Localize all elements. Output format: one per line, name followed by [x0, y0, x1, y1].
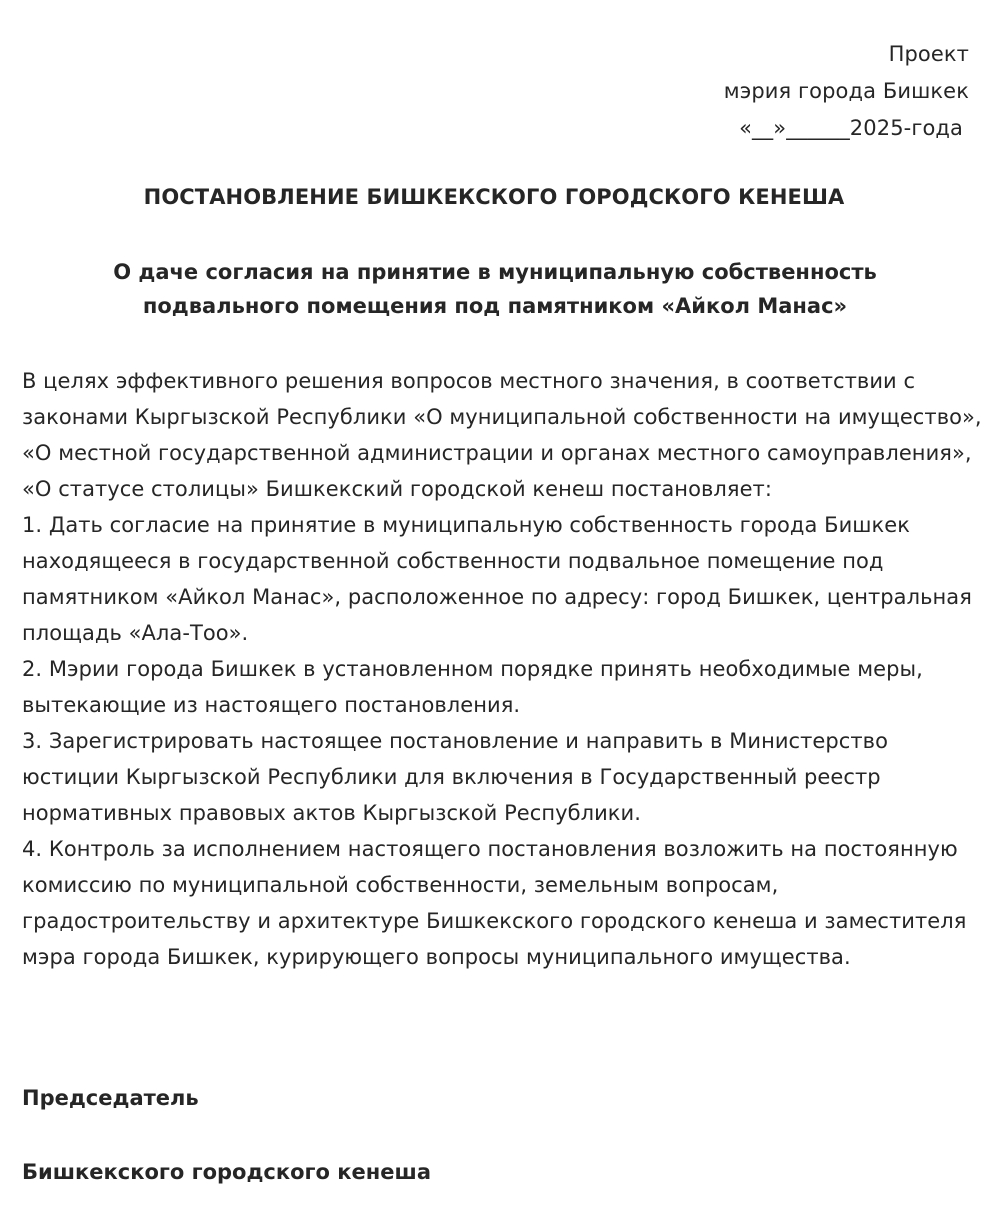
issuing-authority: мэрия города Бишкек [723, 79, 969, 103]
resolution-item-2: 2. Мэрии города Бишкек в установленном порядке принять необходимые меры, вытекающие из настоящего постановления. [22, 657, 923, 717]
document-body [22, 363, 982, 975]
resolution-item-4: 4. Контроль за исполнением настоящего постановления возложить на постоянную комиссию по муниципальной собственности, земельным вопросам, градостроительству и архитектуре Бишкекского городского кенеша и заместителя мэра города Бишкек, курирующего вопросы муниципального имущества. [22, 837, 967, 969]
signature-organization: Бишкекского городского кенеша [22, 1160, 431, 1184]
subject-line-2: подвального помещения под памятником «Айкол Манас» [142, 294, 848, 318]
signature-title: Председатель [22, 1086, 199, 1110]
draft-status-label: Проект [888, 42, 969, 66]
document-subject [0, 255, 990, 323]
document-header [724, 36, 969, 147]
preamble-paragraph: В целях эффективного решения вопросов местного значения, в соответствии с законами Кыргызской Республики «О муниципальной собственности на имущество», «О местной государственной администрации и органах местного самоуправления», «О статусе столицы» Бишкекский городской кенеш постановляет: [22, 369, 982, 501]
subject-line-1: О даче согласия на принятие в муниципальную собственность [113, 260, 877, 284]
resolution-item-1: 1. Дать согласие на принятие в муниципальную собственность города Бишкек находящееся в государственной собственности подвальное помещение под памятником «Айкол Манас», расположенное по адресу: город Бишкек, центральная площадь «Ала-Тоо». [22, 513, 972, 645]
resolution-item-3: 3. Зарегистрировать настоящее постановление и направить в Министерство юстиции Кыргызской Республики для включения в Государственный реестр нормативных правовых актов Кыргызской Республики. [22, 729, 888, 825]
document-title: ПОСТАНОВЛЕНИЕ БИШКЕКСКОГО ГОРОДСКОГО КЕНЕША [143, 185, 845, 209]
document-date: «__»______2025-года [739, 116, 963, 140]
